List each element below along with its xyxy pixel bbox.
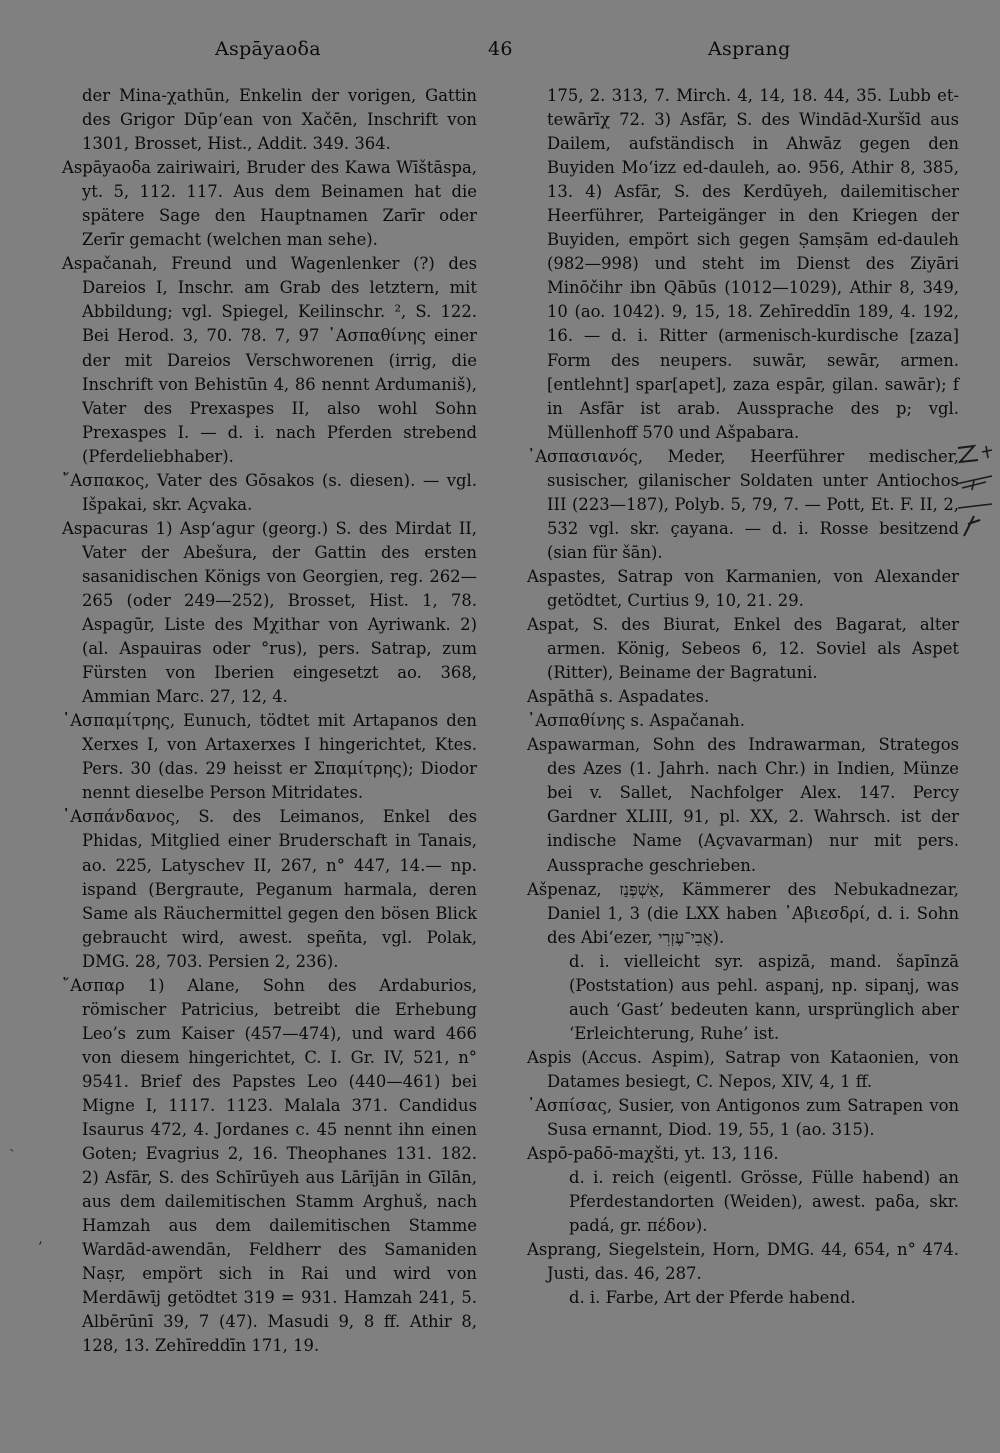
entry: ᾽Ασπαμίτρης, Eunuch, tödtet mit Artapanos den Xerxes I, von Artaxerxes I hingerichtet, Ktes. Pers. 30 (das. 29 heisst er Σπαμίτρης); Diodor nennt dieselbe Person Mitridates.: [62, 711, 477, 803]
entry: 175, 2. 313, 7. Mirch. 4, 14, 18. 44, 35. Lubb et-tewārīχ 72. 3) Asfār, S. des Windād-Xuršīd aus Dailem, aufständisch in Ahwāz gegen den Buyiden Mo‘izz ed-dauleh, ao. 956, Athir 8, 385, 13. 4) Asfār, S. des Kerdūyeh, dailemitischer Heerführer, Parteigänger in den Kriegen der Buyiden, empört sich gegen Ṣamṣām ed-dauleh (982—998) und steht im Dienst des Ziyāri Minōčihr ibn Qābūs (1012—1029), Athir 8, 349, 10 (ao. 1042). 9, 15, 18. Zehīreddīn 189, 4. 192, 16. — d. i. Ritter (armenisch-kurdische [zaza] Form des neupers. suwār, sewār, armen. [entlehnt] spar[apet], zaza espār, gilan. sawār); f in Asfār ist arab. Aussprache des p; vgl. Müllenhoff 570 und Ašpabara.: [547, 86, 959, 442]
entry: Aspačanah, Freund und Wagenlenker (?) des Dareios I, Inschr. am Grab des letztern, mit Abbildung; vgl. Spiegel, Keilinschr. ², S. 122. Bei Herod. 3, 70. 78. 7, 97 ᾽Ασπαθίνης einer der mit Dareios Verschworenen (irrig, die Inschrift von Behistūn 4, 86 nennt Ardumaniš), Vater des Prexaspes II, also wohl Sohn Prexaspes I. — d. i. nach Pferden strebend (Pferdeliebhaber).: [62, 254, 477, 466]
margin-tick-mark: `: [9, 1148, 16, 1164]
entry: Aspāthā s. Aspadates.: [527, 687, 710, 707]
entry: ᾽Ασπάνδανος, S. des Leimanos, Enkel des Phidas, Mitglied einer Bruderschaft in Tanais, ao. 225, Latyschev II, 267, n° 447, 14.— np. ispand (Bergraute, Peganum harmala, deren Same als Räuchermittel gegen den bösen Blick gebraucht wird, awest. speñta, vgl. Polak, DMG. 28, 703. Persien 2, 236).: [62, 807, 477, 971]
entry: ᾽Ασπασιανός, Meder, Heerführer medischer, susischer, gilanischer Soldaten unter Antiochos III (223—187), Polyb. 5, 79, 7. — Pott, Et. F. II, 2, 532 vgl. skr. çayana. — d. i. Rosse besitzend (sian für šān).: [527, 446, 959, 562]
right-column: [527, 84, 959, 1310]
entry: Aspawarman, Sohn des Indrawarman, Strategos des Azes (1. Jahrh. nach Chr.) in Indien, Münze bei v. Sallet, Nachfolger Alex. 147. Percy Gardner XLIII, 91, pl. XX, 2. Wahrsch. ist der indische Name (Açvavarman) nur mit pers. Aussprache geschrieben.: [527, 735, 959, 875]
running-head-right: Asprang: [708, 38, 791, 60]
entry: ᾽Ασπαθίνης s. Aspačanah.: [527, 711, 745, 731]
entry: ᾽Ασπίσας, Susier, von Antigonos zum Satrapen von Susa ernannt, Diod. 19, 55, 1 (ao. 315).: [527, 1095, 959, 1140]
entry: ῎Ασπακος, Vater des Gōsakos (s. diesen). — vgl. Išpakai, skr. Açvaka.: [62, 470, 477, 514]
entry: d. i. Farbe, Art der Pferde habend.: [569, 1288, 856, 1308]
entry: d. i. vielleicht syr. aspizā, mand. šapīnzā (Poststation) aus pehl. aspanj, np. sipanj, was auch ‘Gast’ bedeuten kann, ursprünglich aber ‘Erleichterung, Ruhe’ ist.: [569, 951, 959, 1043]
entry: Ašpenaz, אַשְׁפְּנַז, Kämmerer des Nebukadnezar, Daniel 1, 3 (die LXX haben ᾽Αβιεσδρί, d. i. Sohn des Abi‘ezer, אֲבִי־עֶזְרִי).: [527, 879, 960, 947]
margin-tick-mark: ’: [38, 1240, 43, 1256]
entry: der Mina-χathūn, Enkelin der vorigen, Gattin des Grigor Dūp‘ean von Xačēn, Inschrift von 1301, Brosset, Hist., Addit. 349. 364.: [82, 86, 477, 154]
entry: d. i. reich (eigentl. Grösse, Fülle habend) an Pferdestandorten (Weiden), awest. paδa, skr. padá, gr. πέδον).: [569, 1168, 959, 1236]
entry: Aspis (Accus. Aspim), Satrap von Kataonien, von Datames besiegt, C. Nepos, XIV, 4, 1 ff.: [527, 1047, 959, 1091]
handwritten-margin-note: [952, 440, 998, 540]
running-head-left: Aspāyaoδa: [215, 38, 321, 60]
entry: Aspat, S. des Biurat, Enkel des Bagarat, alter armen. König, Sebeos 6, 12. Soviel als Aspet (Ritter), Beiname der Bagratuni.: [527, 615, 959, 683]
entry: Asprang, Siegelstein, Horn, DMG. 44, 654, n° 474. Justi, das. 46, 287.: [527, 1240, 959, 1284]
entry: Aspastes, Satrap von Karmanien, von Alexander getödtet, Curtius 9, 10, 21. 29.: [527, 566, 959, 610]
entry: Aspacuras 1) Asp‘agur (georg.) S. des Mirdat II, Vater der Abešura, der Gattin des ersten sasanidischen Königs von Georgien, reg. 262—265 (oder 249—252), Brosset, Hist. 1, 78. Aspagūr, Liste des Mχithar von Ayriwank. 2) (al. Aspauiras oder °rus), pers. Satrap, zum Fürsten von Iberien eingesetzt ao. 368, Ammian Marc. 27, 12, 4.: [62, 518, 477, 707]
entry: Aspāyaoδa zairiwairi, Bruder des Kawa Wīštāspa, yt. 5, 112. 117. Aus dem Beinamen hat die spätere Sage den Hauptnamen Zarīr oder Zerīr gemacht (welchen man sehe).: [62, 158, 477, 250]
entry: Aspō-paδō-maχšti, yt. 13, 116.: [527, 1144, 779, 1164]
entry: ῎Ασπαρ 1) Alane, Sohn des Ardaburios, römischer Patricius, betreibt die Erhebung Leo’s zum Kaiser (457—474), und ward 466 von diesem hingerichtet, C. I. Gr. IV, 521, n° 9541. Brief des Papstes Leo (440—461) bei Migne I, 1117. 1123. Malala 371. Candidus Isaurus 472, 4. Jordanes c. 45 nennt ihn einen Goten; Evagrius 2, 16. Theophanes 131. 182. 2) Asfār, S. des Schīrūyeh aus Lārījān in Gīlān, aus dem dailemitischen Stamm Arghuš, nach Hamzah aus dem dailemitischen Stamme Wardād-awendān, Feldherr des Samaniden Naṣr, empört sich in Rai und wird von Merdāwīj getödtet 319 = 931. Hamzah 241, 5. Albērūnī 39, 7 (47). Masudi 9, 8 ff. Athir 8, 128, 13. Zehīreddīn 171, 19.: [62, 975, 477, 1356]
page-number: 46: [488, 38, 513, 60]
left-column: [62, 84, 477, 1358]
